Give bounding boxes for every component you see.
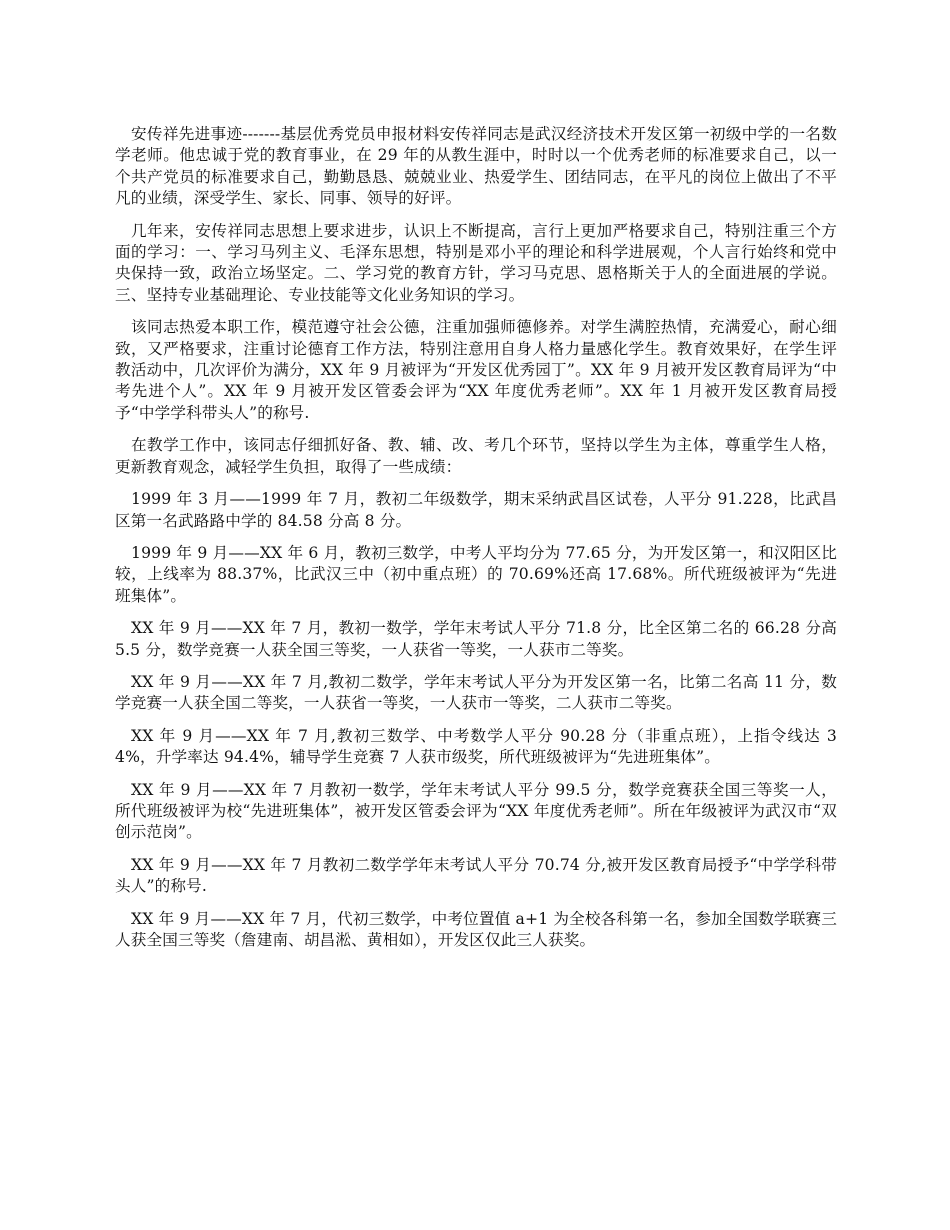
paragraph-intro: 安传祥先进事迹-------基层优秀党员申报材料安传祥同志是武汉经济技术开发区第一初级中学的一名数学老师。他忠诚于党的教育事业，在 29 年的从教生涯中，时时以一个优秀老师的标准要求自己，以一个共产党员的标准要求自己，勤勤恳恳、兢兢业业、热爱学生、团结同志，在平凡的岗位上做出了不平凡的业绩，深受学生、家长、同事、领导的好评。: [115, 125, 837, 208]
paragraph-record-grade1: XX 年 9 月——XX 年 7 月，教初一数学，学年末考试人平分 71.8 分，比全区第二名的 66.28 分高 5.5 分，数学竞赛一人获全国三等奖，一人获省一等奖，一人获市二等奖。: [115, 619, 837, 659]
paragraph-record-grade1-second: XX 年 9 月——XX 年 7 月教初一数学，学年末考试人平分 99.5 分，数学竞赛获全国三等奖一人，所代班级被评为校“先进班集体”，被开发区管委会评为“XX 年度优秀老师”。所在年级被评为武汉市“双创示范岗”。: [115, 780, 837, 842]
paragraph-record-1999-fall: 1999 年 9 月——XX 年 6 月，教初三数学，中考人平均分为 77.65 分，为开发区第一，和汉阳区比较，上线率为 88.37%，比武汉三中（初中重点班）的 70.69%还高 17.68%。所代班级被评为“先进班集体”。: [115, 543, 837, 605]
paragraph-record-grade2: XX 年 9 月——XX 年 7 月,教初二数学，学年末考试人平分为开发区第一名，比第二名高 11 分，数学竞赛一人获全国二等奖，一人获省一等奖，一人获市一等奖，二人获市二等奖。: [115, 672, 837, 713]
paragraph-record-grade3-second: XX 年 9 月——XX 年 7 月，代初三数学，中考位置值 a+1 为全校各科第一名，参加全国数学联赛三人获全国三等奖（詹建南、胡昌淞、黄相如），开发区仅此三人获奖。: [115, 909, 837, 949]
paragraph-record-grade2-second: XX 年 9 月——XX 年 7 月教初二数学学年末考试人平分 70.74 分,被开发区教育局授予“中学学科带头人”的称号.: [115, 855, 837, 896]
paragraph-record-grade3: XX 年 9 月——XX 年 7 月,教初三数学、中考数学人平分 90.28 分（非重点班），上指令线达 34%，升学率达 94.4%，辅导学生竞赛 7 人获市级奖，所代班级被评为“先进班集体”。: [115, 726, 837, 767]
document-body: [115, 124, 837, 962]
paragraph-study: 几年来，安传祥同志思想上要求进步，认识上不断提高，言行上更加严格要求自己，特别注重三个方面的学习：一、学习马列主义、毛泽东思想，特别是邓小平的理论和科学进展观，个人言行始终和党中央保持一致，政治立场坚定。二、学习党的教育方针，学习马克思、恩格斯关于人的全面进展的学说。三、坚持专业基础理论、专业技能等文化业务知识的学习。: [115, 221, 837, 304]
paragraph-ethics: 该同志热爱本职工作，模范遵守社会公德，注重加强师德修养。对学生满腔热情，充满爱心，耐心细致，又严格要求，注重讨论德育工作方法，特别注意用自身人格力量感化学生。教育效果好，在学生评教活动中，几次评价为满分，XX 年 9 月被评为“开发区优秀园丁”。XX 年 9 月被开发区教育局评为“中考先进个人”。XX 年 9 月被开发区管委会评为“XX 年度优秀老师”。XX 年 1 月被开发区教育局授予“中学学科带头人”的称号.: [115, 318, 837, 422]
paragraph-record-1999-spring: 1999 年 3 月——1999 年 7 月，教初二年级数学，期末采纳武昌区试卷，人平分 91.228，比武昌区第一名武路路中学的 84.58 分高 8 分。: [115, 490, 837, 530]
paragraph-teaching: 在教学工作中，该同志仔细抓好备、教、辅、改、考几个环节，坚持以学生为主体，尊重学生人格，更新教育观念，减轻学生负担，取得了一些成绩：: [115, 436, 837, 476]
